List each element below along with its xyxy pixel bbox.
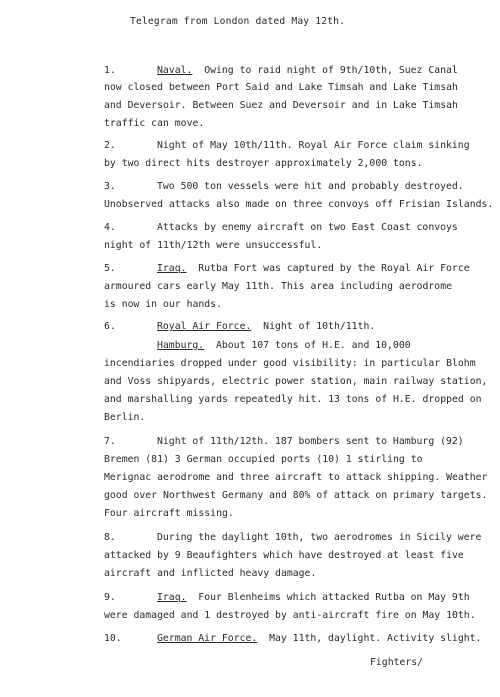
paragraph-line: incendiaries dropped under good visibility: in particular Blohm bbox=[104, 358, 476, 369]
paragraph-text: Rutba Fort was captured by the Royal Air Force bbox=[198, 263, 470, 274]
paragraph-number: 3. bbox=[104, 181, 116, 192]
paragraph-line: Night of 11th/12th. 187 bombers sent to Hamburg (92) bbox=[157, 436, 464, 447]
paragraph-line: good over Northwest Germany and 80% of attack on primary targets. bbox=[104, 490, 488, 501]
paragraph-line: Four aircraft missing. bbox=[104, 508, 234, 519]
paragraph-line: attacked by 9 Beaufighters which have destroyed at least five bbox=[104, 550, 464, 561]
paragraph-line: Unobserved attacks also made on three convoys off Frisian Islands. bbox=[104, 199, 494, 210]
paragraph-line: During the daylight 10th, two aerodromes in Sicily were bbox=[157, 532, 482, 543]
paragraph-number: 9. bbox=[104, 592, 116, 603]
paragraph-heading: Hamburg. bbox=[157, 340, 205, 351]
paragraph-text: May 11th, daylight. Activity slight. bbox=[269, 633, 482, 644]
paragraph-number: 5. bbox=[104, 263, 116, 274]
paragraph-line: Merignac aerodrome and three aircraft to attack shipping. Weather bbox=[104, 472, 488, 483]
paragraph-heading: Iraq. bbox=[157, 263, 187, 274]
paragraph-number: 1. bbox=[104, 65, 116, 76]
paragraph-number: 7. bbox=[104, 436, 116, 447]
paragraph-line: and Voss shipyards, electric power station, main railway station, bbox=[104, 376, 488, 387]
paragraph-number: 2. bbox=[104, 140, 116, 151]
paragraph-line: aircraft and inflicted heavy damage. bbox=[104, 568, 317, 579]
paragraph-line: and Deversoir. Between Suez and Deversoir and in Lake Timsah bbox=[104, 100, 458, 111]
paragraph-line: now closed between Port Said and Lake Timsah and Lake Timsah bbox=[104, 82, 458, 93]
continuation-catchword: Fighters/ bbox=[370, 657, 424, 668]
paragraph-line bbox=[157, 263, 500, 275]
paragraph-heading: German Air Force. bbox=[157, 633, 258, 644]
paragraph-text: Four Blenheims which attacked Rutba on May 9th bbox=[198, 592, 470, 603]
paragraph-line bbox=[157, 65, 500, 77]
paragraph-number: 10. bbox=[104, 633, 122, 644]
paragraph-line bbox=[157, 340, 500, 352]
paragraph-number: 8. bbox=[104, 532, 116, 543]
paragraph-heading: Royal Air Force. bbox=[157, 321, 252, 332]
paragraph-text: About 107 tons of H.E. and 10,000 bbox=[215, 340, 411, 351]
paragraph-line: night of 11th/12th were unsuccessful. bbox=[104, 240, 323, 251]
paragraph-line: Attacks by enemy aircraft on two East Coast convoys bbox=[157, 222, 458, 233]
paragraph-line: Bremen (81) 3 German occupied ports (10) 1 stirling to bbox=[104, 454, 423, 465]
paragraph-number: 6. bbox=[104, 321, 116, 332]
paragraph-line: by two direct hits destroyer approximately 2,000 tons. bbox=[104, 158, 423, 169]
paragraph-line: traffic can move. bbox=[104, 118, 205, 129]
paragraph-line: Night of May 10th/11th. Royal Air Force claim sinking bbox=[157, 140, 470, 151]
paragraph-line bbox=[157, 592, 500, 604]
paragraph-text: Owing to raid night of 9th/10th, Suez Canal bbox=[204, 65, 458, 76]
paragraph-line bbox=[157, 321, 500, 333]
paragraph-line: armoured cars early May 11th. This area including aerodrome bbox=[104, 281, 452, 292]
document-title: Telegram from London dated May 12th. bbox=[130, 16, 346, 27]
paragraph-line: were damaged and 1 destroyed by anti-aircraft fire on May 10th. bbox=[104, 610, 476, 621]
paragraph-number: 4. bbox=[104, 222, 116, 233]
paragraph-line: is now in our hands. bbox=[104, 299, 222, 310]
paragraph-line: Berlin. bbox=[104, 412, 146, 423]
paragraph-heading: Naval. bbox=[157, 65, 193, 76]
paragraph-heading: Iraq. bbox=[157, 592, 187, 603]
paragraph-line: Two 500 ton vessels were hit and probably destroyed. bbox=[157, 181, 464, 192]
paragraph-line: and marshalling yards repeatedly hit. 13 tons of H.E. dropped on bbox=[104, 394, 482, 405]
paragraph-text: Night of 10th/11th. bbox=[263, 321, 376, 332]
paragraph-line bbox=[157, 633, 500, 645]
